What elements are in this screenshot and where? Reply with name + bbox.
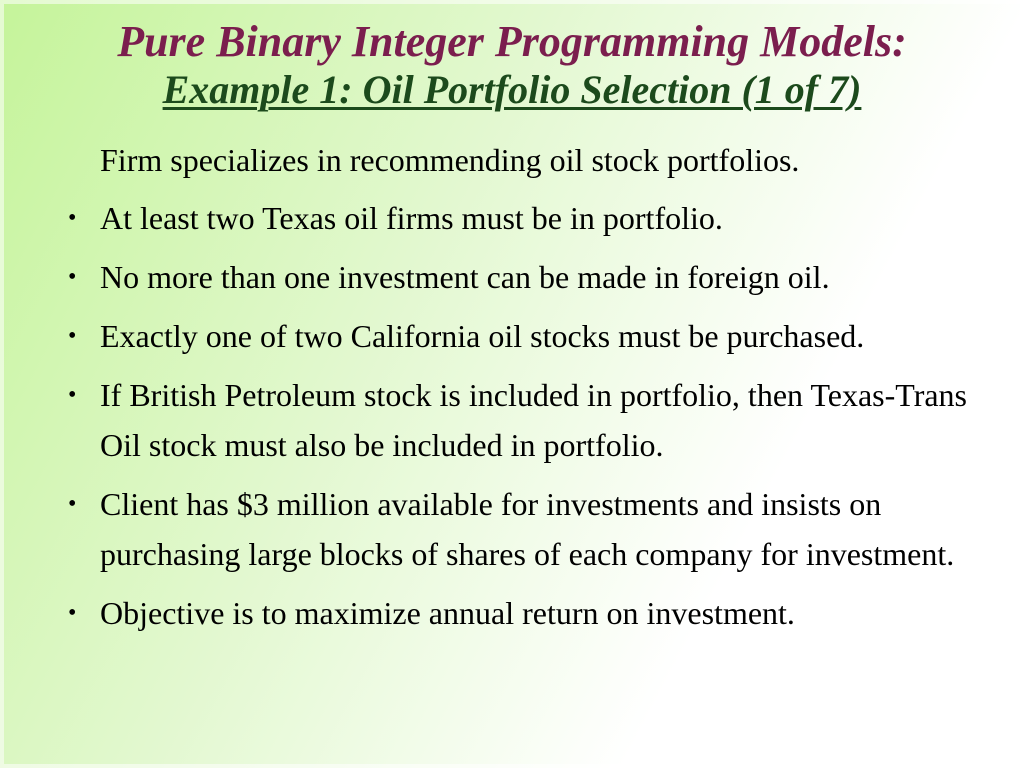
bullet-item [68, 311, 974, 361]
intro-text: Firm specializes in recommending oil stock portfolios. [100, 141, 800, 178]
bullet-item [68, 252, 974, 302]
slide-title: Pure Binary Integer Programming Models: [117, 17, 907, 66]
bullet-item-text: At least two Texas oil firms must be in portfolio. [100, 199, 723, 236]
bullet-item-text: If British Petroleum stock is included in portfolio, then Texas-Trans Oil stock must also be included in portfolio. [100, 376, 967, 463]
bullet-marker: • [68, 599, 77, 626]
bullet-item [68, 193, 974, 243]
bullet-item-text: No more than one investment can be made in foreign oil. [100, 258, 830, 295]
bullet-item [68, 588, 974, 638]
slide-body [0, 113, 1024, 638]
bullet-item-text: Exactly one of two California oil stocks must be purchased. [100, 317, 865, 354]
bullet-marker: • [68, 322, 77, 349]
bullet-item-text: Client has $3 million available for investments and insists on purchasing large blocks of shares of each company for investment. [100, 485, 955, 572]
bullet-marker: • [68, 204, 77, 231]
bullet-item [68, 479, 974, 579]
bullet-marker: • [68, 263, 77, 290]
bullet-item-text: Objective is to maximize annual return on investment. [100, 594, 795, 631]
bullet-marker: • [68, 490, 77, 517]
bullet-marker: • [68, 381, 77, 408]
bullet-item [68, 370, 974, 470]
slide-subtitle [0, 68, 1024, 113]
slide-subtitle-text: Example 1: Oil Portfolio Selection (1 of 7) [162, 66, 862, 112]
slide-header [0, 0, 1024, 113]
bullet-list [68, 193, 974, 638]
